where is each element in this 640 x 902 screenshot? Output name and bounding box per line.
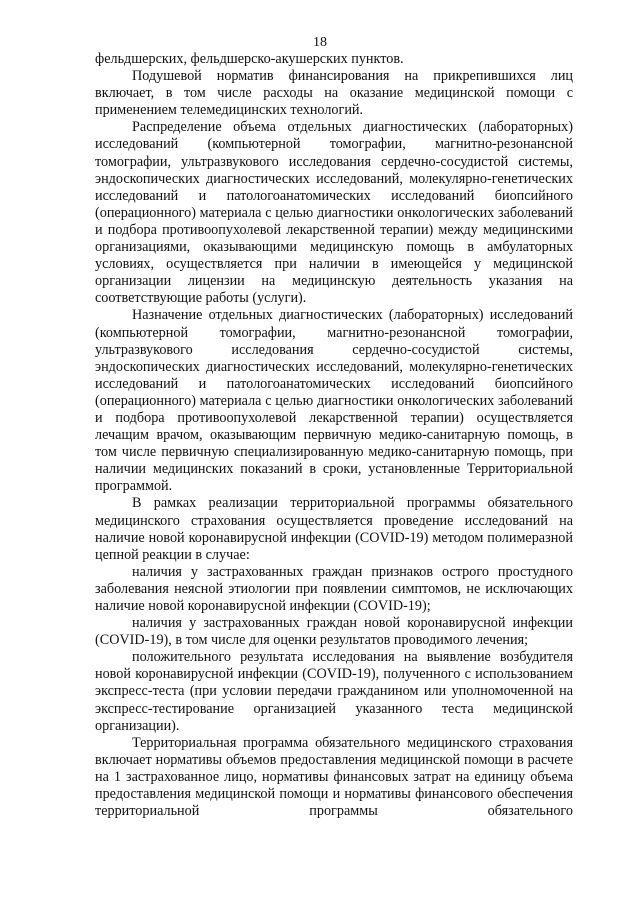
paragraph-covid-testing: В рамках реализации территориальной программы обязательного медицинского страхования осуществляется проведение исследований на наличие новой коронавирусной инфекции (COVID-19) методом полимеразной цепной реакции в случае:: [95, 495, 573, 563]
list-item-covid-symptoms: наличия у застрахованных граждан признаков острого простудного заболевания неясной этиологии при появлении симптомов, не исключающих наличие новой коронавирусной инфекции (COVID-19);: [95, 563, 573, 614]
document-body: [95, 51, 573, 820]
paragraph-diagnostics-assignment: Назначение отдельных диагностических (лабораторных) исследований (компьютерной томографии, магнитно-резонансной томографии, ультразвукового исследования сердечно-сосудистой системы, эндоскопических диагностических исследований, молекулярно-генетических исследований и патологоанатомических исследований биопсийного (операционного) материала с целью диагностики онкологических заболеваний и подбора противоопухолевой лекарственной терапии) осуществляется лечащим врачом, оказывающим первичную медико-санитарную помощь, в том числе первичную специализированную медико-санитарную помощь, при наличии медицинских показаний в сроки, установленные Территориальной программой.: [95, 307, 573, 495]
list-item-covid-infection: наличия у застрахованных граждан новой коронавирусной инфекции (COVID-19), в том числе для оценки результатов проводимого лечения;: [95, 615, 573, 649]
paragraph-per-capita-standard: Подушевой норматив финансирования на прикрепившихся лиц включает, в том числе расходы на оказание медицинской помощи с применением телемедицинских технологий.: [95, 68, 573, 119]
paragraph-territorial-program: Территориальная программа обязательного медицинского страхования включает нормативы объемов предоставления медицинской помощи в расчете на 1 застрахованное лицо, нормативы финансовых затрат на единицу объема предоставления медицинской помощи и нормативы финансового обеспечения территориальной программы обязательного: [95, 734, 573, 820]
page-number: 18: [313, 35, 327, 50]
paragraph-diagnostics-distribution: Распределение объема отдельных диагностических (лабораторных) исследований (компьютерной томографии, магнитно-резонансной томографии, ультразвукового исследования сердечно-сосудистой системы, эндоскопических диагностических исследований, молекулярно-генетических исследований и патологоанатомических исследований биопсийного (операционного) материала с целью диагностики онкологических заболеваний и подбора противоопухолевой лекарственной терапии) между медицинскими организациями, оказывающими медицинскую помощь в амбулаторных условиях, осуществляется при наличии в имеющейся у медицинской организации лицензии на медицинскую деятельность указания на соответствующие работы (услуги).: [95, 119, 573, 307]
list-item-express-test: положительного результата исследования на выявление возбудителя новой коронавирусной инфекции (COVID-19), полученного с использованием экспресс-теста (при условии передачи гражданином или уполномоченной на экспресс-тестирование организацией указанного теста медицинской организации).: [95, 649, 573, 734]
paragraph-continuation: фельдшерских, фельдшерско-акушерских пунктов.: [95, 51, 404, 67]
